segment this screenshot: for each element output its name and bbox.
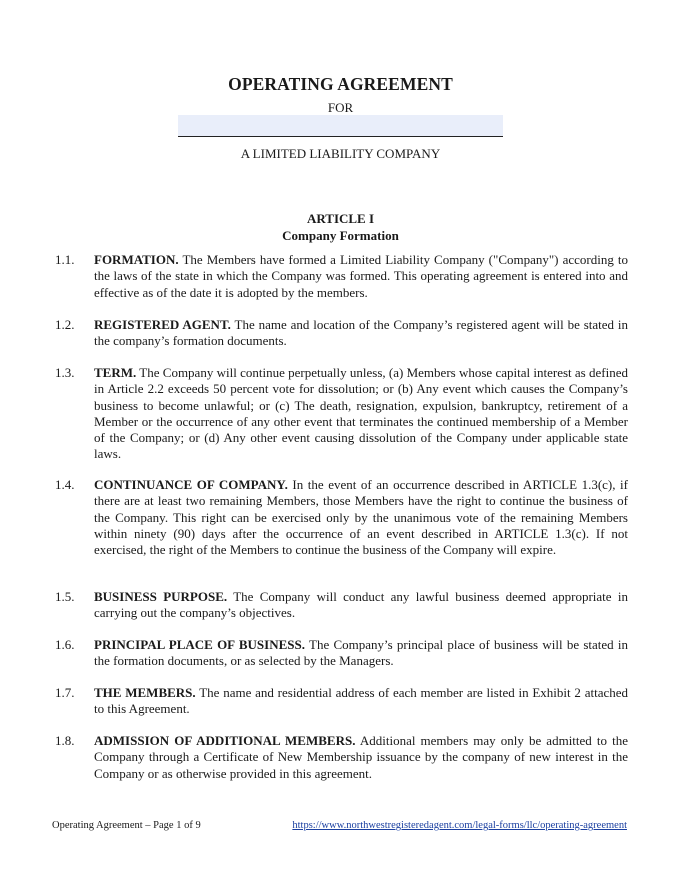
section-number: 1.1. <box>55 252 75 267</box>
section-text: The Company will conduct any lawful business deemed appropriate in carrying out the company’s objectives. <box>94 589 628 621</box>
article-number: ARTICLE I <box>306 211 375 226</box>
section-body <box>94 685 628 718</box>
section-number: 1.8. <box>55 733 75 748</box>
footer-page-label: Operating Agreement – Page 1 of 9 <box>52 820 201 831</box>
section-text: The Company’s principal place of business will be stated in the formation documents, or as selected by the Managers. <box>94 637 628 669</box>
section-body <box>94 477 628 558</box>
section-number: 1.7. <box>55 685 75 700</box>
company-type-label: A LIMITED LIABILITY COMPANY <box>240 146 441 161</box>
section-heading: BUSINESS PURPOSE. <box>94 589 228 604</box>
section-heading: PRINCIPAL PLACE OF BUSINESS. <box>94 637 305 652</box>
section-heading: ADMISSION OF ADDITIONAL MEMBERS. <box>94 733 356 748</box>
section-text: The Members have formed a Limited Liability Company ("Company") according to the laws of the state in which the Company was formed. This operating agreement is entered into and effective as of the date it is adopted by the members. <box>94 252 629 300</box>
section-text: Additional members may only be admitted to the Company through a Certificate of New Membership issuance by the company of new interest in the Company or as otherwise provided in this agreement. <box>94 733 628 781</box>
section-number: 1.3. <box>55 365 75 380</box>
section-body <box>94 733 628 782</box>
section-number: 1.5. <box>55 589 75 604</box>
for-label: FOR <box>327 100 354 115</box>
document-title: OPERATING AGREEMENT <box>228 74 453 94</box>
article-title: Company Formation <box>282 228 399 243</box>
section-heading: CONTINUANCE OF COMPANY. <box>94 477 288 492</box>
section-body <box>94 365 628 463</box>
company-name-field[interactable] <box>178 115 503 137</box>
section-body <box>94 589 628 622</box>
section-number: 1.2. <box>55 317 75 332</box>
section-text: In the event of an occurrence described in ARTICLE 1.3(c), if there are at least two remaining Members, those Members have the right to continue the business of the Company. This right can be exercised only by the unanimous vote of the remaining Members within ninety (90) days after the occurrence of an event described in ARTICLE 1.3(c). If not exercised, the right of the Members to continue the business of the Company will expire. <box>94 477 628 558</box>
section-body <box>94 252 628 301</box>
section-heading: TERM. <box>94 365 137 380</box>
section-number: 1.4. <box>55 477 75 492</box>
footer-source-link[interactable]: https://www.northwestregisteredagent.com/legal-forms/llc/operating-agreement <box>292 820 627 831</box>
section-number: 1.6. <box>55 637 75 652</box>
section-heading: FORMATION. <box>94 252 179 267</box>
section-body <box>94 637 628 670</box>
section-heading: REGISTERED AGENT. <box>94 317 231 332</box>
section-body <box>94 317 628 350</box>
section-text: The Company will continue perpetually unless, (a) Members whose capital interest as defined in Article 2.2 exceeds 50 percent vote for dissolution; or (b) Any event which causes the Company’s business to become unlawful; or (c) The death, resignation, expulsion, bankruptcy, retirement of a Member or the occurrence of any other event that terminates the continued membership of a Member of the Company; or (d) Any other event causing dissolution of the Company under applicable state laws. <box>94 365 628 462</box>
section-heading: THE MEMBERS. <box>94 685 196 700</box>
section-text: The name and residential address of each member are listed in Exhibit 2 attached to this Agreement. <box>94 685 629 717</box>
section-text: The name and location of the Company’s registered agent will be stated in the company’s formation documents. <box>94 317 629 349</box>
